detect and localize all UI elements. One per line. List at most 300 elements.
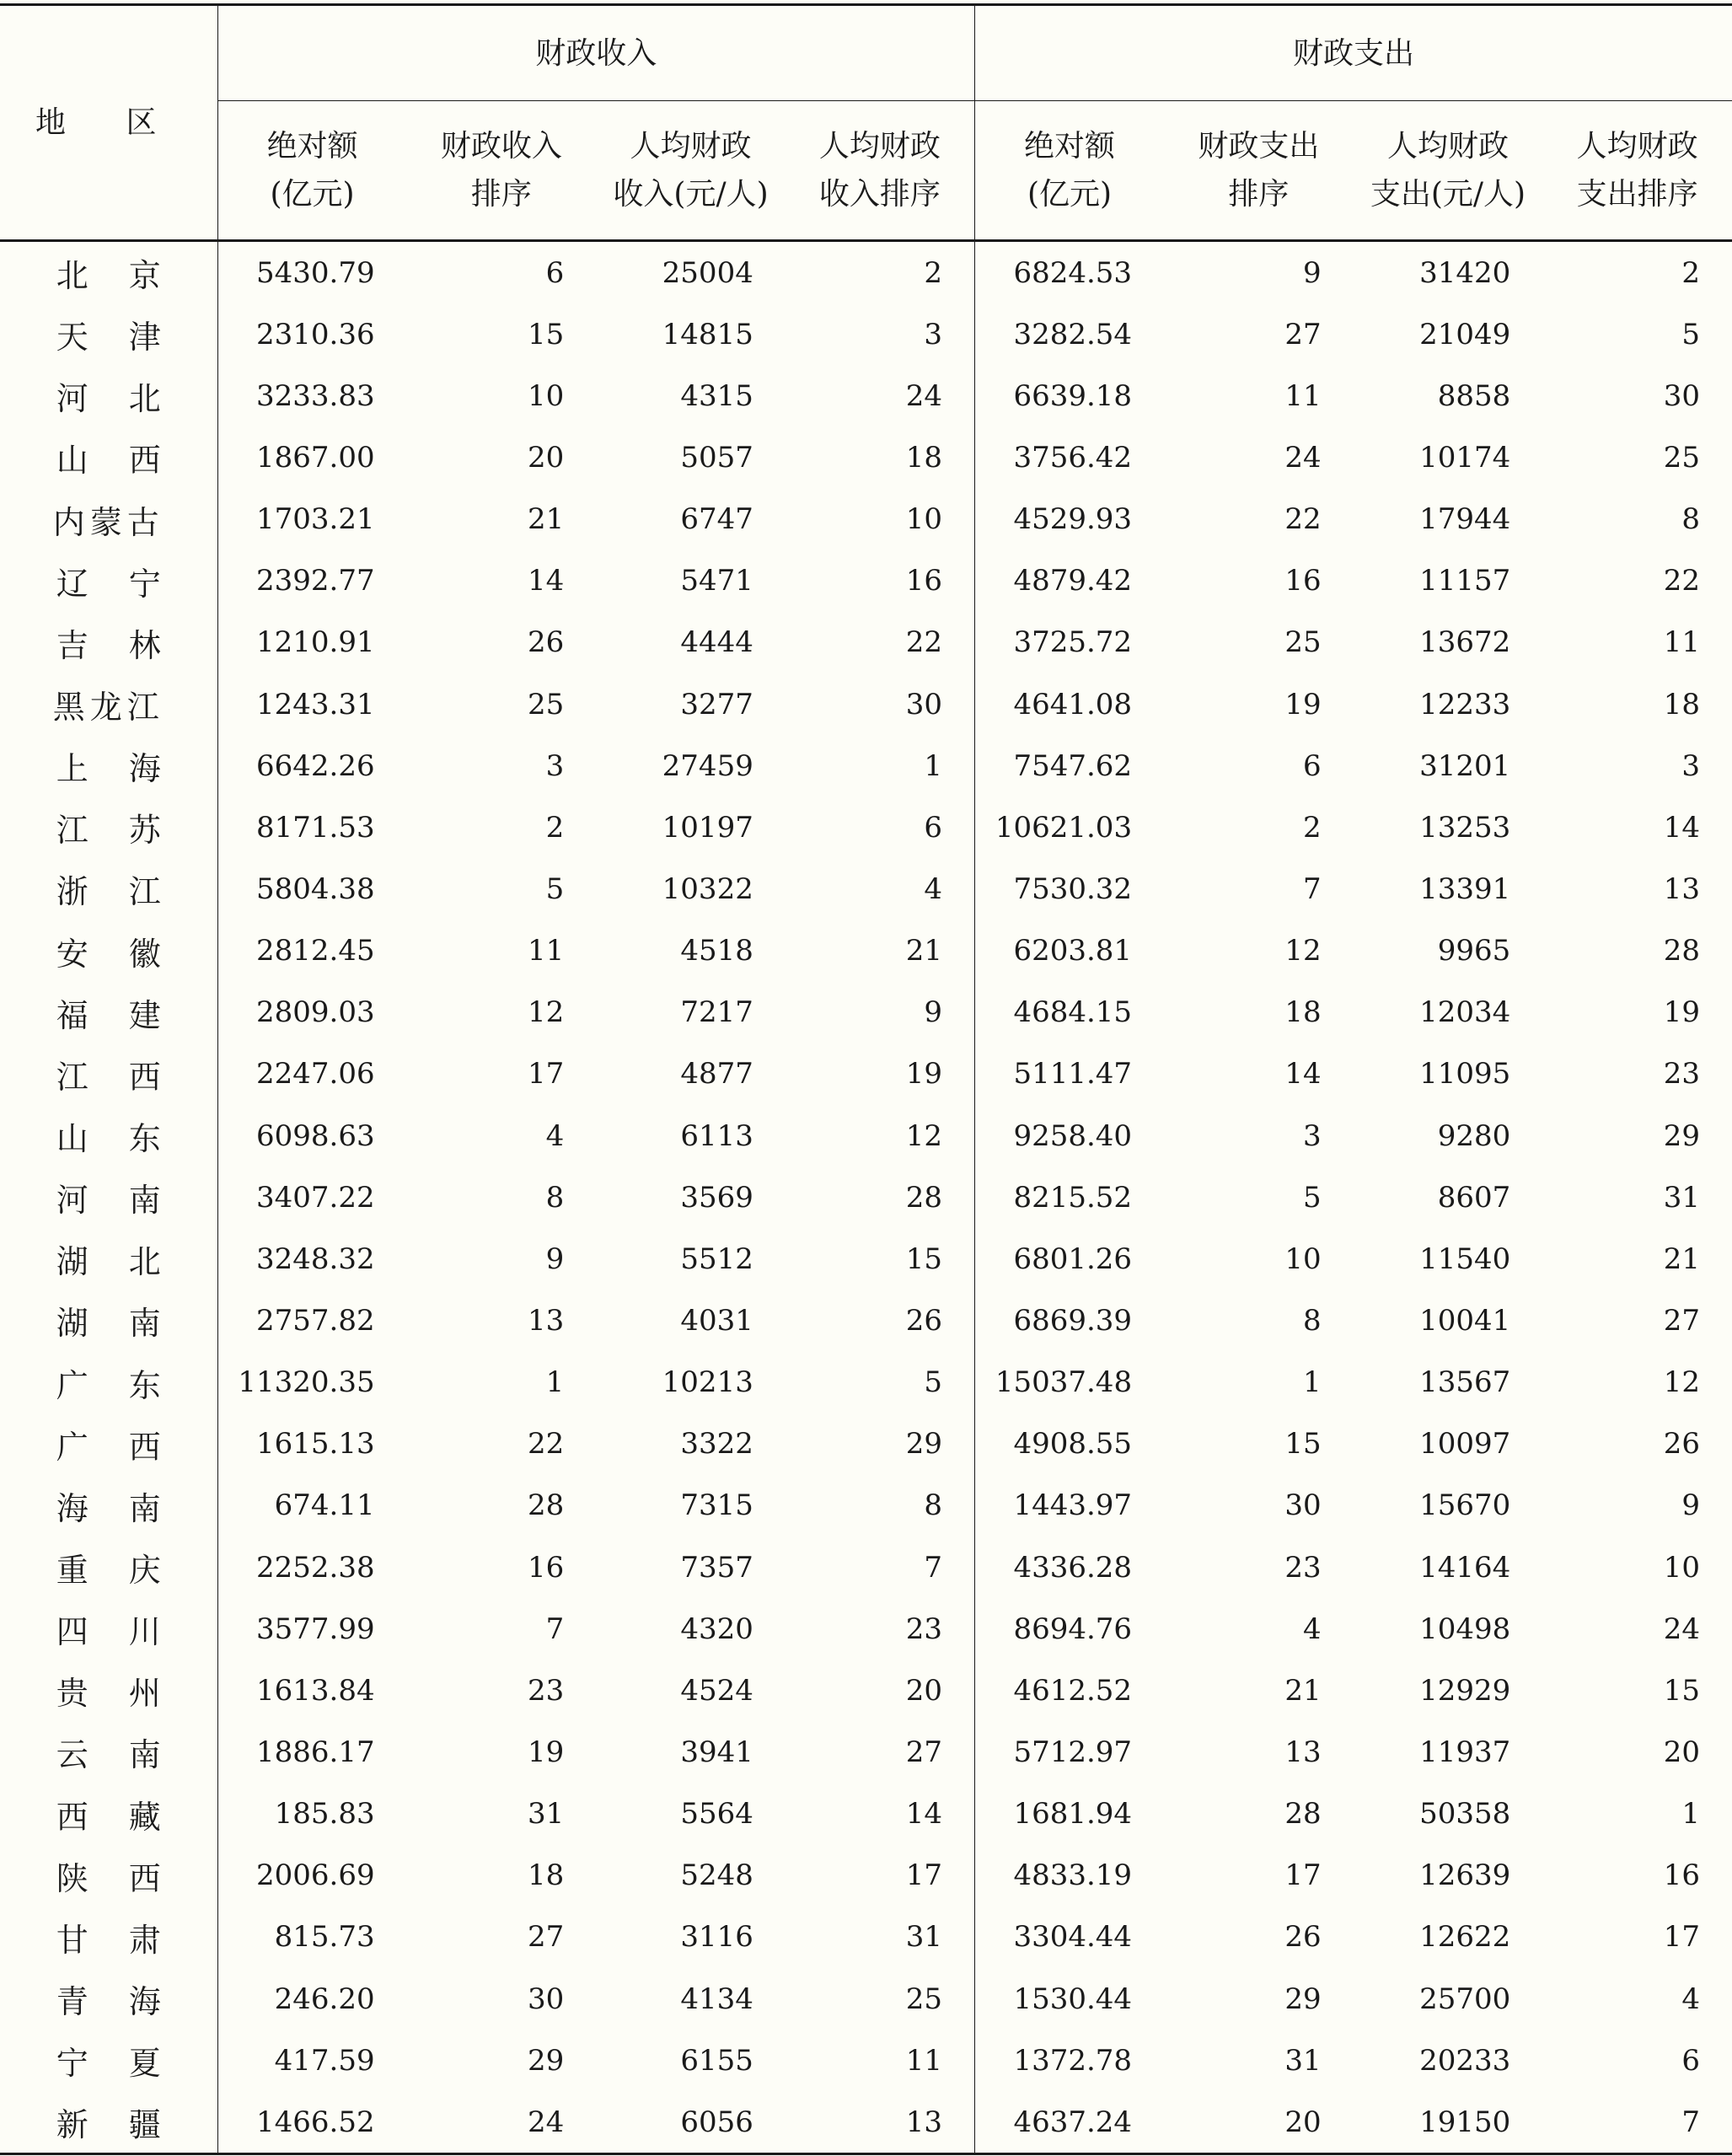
value-cell: 16 [1284, 564, 1322, 598]
region-cell: 青海 [0, 1968, 217, 2030]
value-cell: 6 [786, 796, 975, 858]
value-cell: 7 [1303, 872, 1322, 906]
value-cell: 14164 [1419, 1550, 1511, 1585]
value-cell: 2757.82 [256, 1303, 375, 1338]
region-cell: 四川 [0, 1598, 217, 1660]
value-cell: 26 [527, 625, 565, 660]
value-cell: 11937 [1419, 1735, 1511, 1769]
table-row [0, 2091, 1732, 2154]
table-row [0, 1475, 1732, 1537]
value-cell: 17 [1663, 1920, 1700, 1955]
column-header-line: (亿元) [1027, 177, 1113, 212]
value-cell: 20 [1663, 1735, 1700, 1769]
value-cell: 7 [786, 1537, 975, 1598]
region-cell: 西藏 [0, 1783, 217, 1845]
value-cell: 18 [786, 426, 975, 488]
value-cell: 9 [786, 982, 975, 1043]
value-cell: 4637.24 [974, 2091, 1164, 2154]
value-cell: 4031 [680, 1303, 753, 1338]
value-cell: 2812.45 [256, 934, 375, 968]
table-row [0, 612, 1732, 673]
value-cell: 13 [527, 1303, 565, 1338]
column-header-line: 人均财政 [630, 129, 752, 164]
value-cell: 10097 [1419, 1427, 1511, 1461]
value-cell: 4641.08 [1013, 687, 1133, 721]
value-cell: 50358 [1419, 1797, 1511, 1832]
value-cell: 26 [786, 1290, 975, 1351]
value-cell: 8 [1303, 1303, 1322, 1338]
value-cell: 2392.77 [256, 564, 375, 598]
value-cell: 7357 [680, 1550, 753, 1585]
value-cell: 6869.39 [1013, 1303, 1133, 1338]
table-row [0, 1721, 1732, 1783]
column-header-line: 收入(元/人) [613, 177, 769, 212]
value-cell: 3248.32 [256, 1242, 375, 1276]
value-cell: 14 [1663, 810, 1700, 845]
value-cell: 10621.03 [995, 810, 1133, 845]
value-cell: 30 [1663, 378, 1700, 413]
value-cell: 2809.03 [256, 995, 375, 1030]
value-cell: 8694.76 [1013, 1612, 1133, 1646]
column-header-line: 支出排序 [1576, 177, 1698, 212]
value-cell: 6 [1303, 748, 1322, 783]
value-cell: 26 [1663, 1427, 1700, 1461]
value-cell: 20 [1164, 2091, 1354, 2154]
region-cell: 贵州 [0, 1660, 217, 1721]
value-cell: 6 [545, 255, 565, 290]
value-cell: 10174 [1419, 440, 1511, 475]
value-cell: 9280 [1437, 1118, 1511, 1153]
value-cell: 13 [1284, 1735, 1322, 1769]
value-cell: 3941 [680, 1735, 753, 1769]
value-cell: 3 [545, 748, 565, 783]
value-cell: 1466.52 [217, 2091, 407, 2154]
value-cell: 4 [1303, 1612, 1322, 1646]
value-cell: 22 [786, 612, 975, 673]
column-header-5 [974, 101, 1164, 241]
value-cell: 1886.17 [256, 1735, 375, 1769]
value-cell: 12 [1663, 1365, 1700, 1400]
value-cell: 12 [786, 1105, 975, 1166]
column-header-line: 人均财政 [818, 129, 941, 164]
value-cell: 6155 [680, 2043, 753, 2078]
value-cell: 4684.15 [1013, 995, 1133, 1030]
region-cell: 云南 [0, 1721, 217, 1783]
value-cell: 8858 [1437, 378, 1511, 413]
column-header-1 [217, 101, 407, 241]
table-row [0, 489, 1732, 550]
value-cell: 24 [1284, 440, 1322, 475]
column-header-6 [1164, 101, 1354, 241]
region-cell: 山西 [0, 426, 217, 488]
value-cell: 23 [786, 1598, 975, 1660]
value-cell: 27459 [662, 748, 753, 783]
value-cell: 9258.40 [1013, 1118, 1133, 1153]
region-cell: 广东 [0, 1352, 217, 1413]
value-cell: 23 [527, 1673, 565, 1708]
region-cell: 江西 [0, 1043, 217, 1105]
value-cell: 29 [527, 2043, 565, 2078]
value-cell: 3322 [680, 1427, 753, 1461]
value-cell: 21 [1284, 1673, 1322, 1708]
value-cell: 1530.44 [1013, 1982, 1133, 2016]
value-cell: 16 [786, 550, 975, 612]
value-cell: 10498 [1419, 1612, 1511, 1646]
value-cell: 12929 [1419, 1673, 1511, 1708]
value-cell: 3569 [680, 1180, 753, 1215]
region-cell: 北京 [0, 241, 217, 304]
value-cell: 185.83 [274, 1797, 375, 1832]
value-cell: 18 [527, 1858, 565, 1893]
table-row [0, 1783, 1732, 1845]
value-cell: 21 [527, 502, 565, 537]
region-cell: 安徽 [0, 920, 217, 982]
value-cell: 15 [786, 1228, 975, 1290]
value-cell: 5564 [680, 1797, 753, 1832]
value-cell: 5057 [680, 440, 753, 475]
value-cell: 20233 [1419, 2043, 1511, 2078]
table-row [0, 426, 1732, 488]
column-header-line: 收入排序 [818, 177, 941, 212]
column-header-line: 绝对额 [266, 129, 358, 164]
value-cell: 28 [1663, 934, 1700, 968]
value-cell: 17 [1284, 1858, 1322, 1893]
table-row [0, 673, 1732, 735]
value-cell: 2247.06 [256, 1057, 375, 1091]
value-cell: 29 [786, 1413, 975, 1475]
value-cell: 12639 [1419, 1858, 1511, 1893]
region-column-header: 地 区 [0, 5, 217, 241]
column-header-7 [1354, 101, 1543, 241]
value-cell: 20 [527, 440, 565, 475]
table-row [0, 1537, 1732, 1598]
value-cell: 25 [527, 687, 565, 721]
value-cell: 1615.13 [256, 1427, 375, 1461]
value-cell: 30 [1284, 1488, 1322, 1523]
value-cell: 9 [545, 1242, 565, 1276]
value-cell: 11540 [1419, 1242, 1511, 1276]
value-cell: 5 [786, 1352, 975, 1413]
value-cell: 6801.26 [1013, 1242, 1133, 1276]
column-header-2 [407, 101, 597, 241]
value-cell: 6203.81 [1013, 934, 1133, 968]
value-cell: 2 [1303, 810, 1322, 845]
value-cell: 13 [1663, 872, 1700, 906]
value-cell: 19 [786, 1043, 975, 1105]
region-cell: 福建 [0, 982, 217, 1043]
region-cell: 浙江 [0, 858, 217, 920]
column-header-line: 排序 [470, 177, 532, 212]
value-cell: 4 [786, 858, 975, 920]
value-cell: 6098.63 [256, 1118, 375, 1153]
table-row [0, 241, 1732, 304]
value-cell: 14815 [662, 317, 753, 351]
table-row [0, 1352, 1732, 1413]
value-cell: 10 [527, 378, 565, 413]
value-cell: 25004 [662, 255, 753, 290]
value-cell: 19150 [1354, 2091, 1543, 2154]
value-cell: 11 [527, 934, 565, 968]
value-cell: 21049 [1419, 317, 1511, 351]
value-cell: 8215.52 [1013, 1180, 1133, 1215]
value-cell: 25 [1663, 440, 1700, 475]
value-cell: 1372.78 [1013, 2043, 1133, 2078]
value-cell: 31 [527, 1797, 565, 1832]
value-cell: 5111.47 [1013, 1057, 1133, 1091]
table-row [0, 2030, 1732, 2091]
value-cell: 8171.53 [256, 810, 375, 845]
value-cell: 5712.97 [1013, 1735, 1133, 1769]
region-cell: 山东 [0, 1105, 217, 1166]
region-cell: 湖南 [0, 1290, 217, 1351]
value-cell: 11320.35 [238, 1365, 375, 1400]
value-cell: 9965 [1437, 934, 1511, 968]
value-cell: 3282.54 [1013, 317, 1133, 351]
value-cell: 18 [1663, 687, 1700, 721]
table-row [0, 1166, 1732, 1228]
value-cell: 31 [1284, 2043, 1322, 2078]
value-cell: 21 [1663, 1242, 1700, 1276]
value-cell: 6824.53 [1013, 255, 1133, 290]
value-cell: 5804.38 [256, 872, 375, 906]
value-cell: 25 [1284, 625, 1322, 660]
value-cell: 29 [1663, 1118, 1700, 1153]
table-row [0, 735, 1732, 796]
value-cell: 6056 [596, 2091, 786, 2154]
value-cell: 4 [545, 1118, 565, 1153]
value-cell: 3277 [680, 687, 753, 721]
value-cell: 5512 [680, 1242, 753, 1276]
value-cell: 2006.69 [256, 1858, 375, 1893]
table-row [0, 1105, 1732, 1166]
value-cell: 10322 [662, 872, 753, 906]
region-cell: 重庆 [0, 1537, 217, 1598]
column-header-line: 排序 [1228, 177, 1290, 212]
value-cell: 12034 [1419, 995, 1511, 1030]
value-cell: 12233 [1419, 687, 1511, 721]
value-cell: 28 [786, 1166, 975, 1228]
value-cell: 5 [545, 872, 565, 906]
value-cell: 5 [1303, 1180, 1322, 1215]
value-cell: 2 [545, 810, 565, 845]
value-cell: 3 [1681, 748, 1700, 783]
value-cell: 5248 [680, 1858, 753, 1893]
value-cell: 1681.94 [1013, 1797, 1133, 1832]
value-cell: 4320 [680, 1612, 753, 1646]
value-cell: 17944 [1419, 502, 1511, 537]
region-cell: 上海 [0, 735, 217, 796]
value-cell: 26 [1284, 1920, 1322, 1955]
value-cell: 10 [786, 489, 975, 550]
table-row [0, 1968, 1732, 2030]
value-cell: 1243.31 [256, 687, 375, 721]
value-cell: 21 [786, 920, 975, 982]
value-cell: 4336.28 [1013, 1550, 1133, 1585]
region-cell: 湖北 [0, 1228, 217, 1290]
value-cell: 7 [545, 1612, 565, 1646]
value-cell: 24 [1663, 1612, 1700, 1646]
value-cell: 27 [786, 1721, 975, 1783]
fiscal-table [0, 3, 1732, 2155]
value-cell: 3233.83 [256, 378, 375, 413]
value-cell: 246.20 [274, 1982, 375, 2016]
value-cell: 12 [1284, 934, 1322, 968]
value-cell: 24 [407, 2091, 597, 2154]
table-row [0, 1845, 1732, 1907]
value-cell: 7547.62 [1013, 748, 1133, 783]
value-cell: 20 [786, 1660, 975, 1721]
value-cell: 13253 [1419, 810, 1511, 845]
value-cell: 28 [527, 1488, 565, 1523]
table-row [0, 982, 1732, 1043]
value-cell: 4529.93 [1013, 502, 1133, 537]
table-row [0, 796, 1732, 858]
value-cell: 815.73 [274, 1920, 375, 1955]
value-cell: 8 [545, 1180, 565, 1215]
value-cell: 13391 [1419, 872, 1511, 906]
value-cell: 11 [1284, 378, 1322, 413]
value-cell: 8607 [1437, 1180, 1511, 1215]
value-cell: 15037.48 [995, 1365, 1133, 1400]
table-row [0, 1413, 1732, 1475]
value-cell: 2252.38 [256, 1550, 375, 1585]
value-cell: 12622 [1419, 1920, 1511, 1955]
value-cell: 3116 [680, 1920, 753, 1955]
value-cell: 12 [527, 995, 565, 1030]
value-cell: 31 [786, 1907, 975, 1968]
value-cell: 6113 [680, 1118, 753, 1153]
value-cell: 7530.32 [1013, 872, 1133, 906]
region-cell: 黑龙江 [0, 673, 217, 735]
region-cell: 河北 [0, 365, 217, 426]
value-cell: 19 [527, 1735, 565, 1769]
value-cell: 11095 [1419, 1057, 1511, 1091]
value-cell: 4524 [680, 1673, 753, 1708]
region-cell: 海南 [0, 1475, 217, 1537]
value-cell: 24 [786, 365, 975, 426]
region-cell: 辽宁 [0, 550, 217, 612]
value-cell: 11 [786, 2030, 975, 2091]
value-cell: 25 [786, 1968, 975, 2030]
value-cell: 6747 [680, 502, 753, 537]
value-cell: 22 [1284, 502, 1322, 537]
value-cell: 2310.36 [256, 317, 375, 351]
value-cell: 1 [1681, 1797, 1700, 1832]
value-cell: 3 [1303, 1118, 1322, 1153]
value-cell: 11 [1663, 625, 1700, 660]
value-cell: 31420 [1419, 255, 1511, 290]
region-cell: 吉林 [0, 612, 217, 673]
value-cell: 22 [1663, 564, 1700, 598]
region-cell: 内蒙古 [0, 489, 217, 550]
value-cell: 1867.00 [256, 440, 375, 475]
value-cell: 4612.52 [1013, 1673, 1133, 1708]
region-cell: 天津 [0, 303, 217, 365]
value-cell: 1703.21 [256, 502, 375, 537]
value-cell: 13567 [1419, 1365, 1511, 1400]
value-cell: 16 [527, 1550, 565, 1585]
column-header-line: 人均财政 [1386, 129, 1509, 164]
expenditure-group-header: 财政支出 [974, 5, 1732, 101]
value-cell: 30 [527, 1982, 565, 2016]
value-cell: 3756.42 [1013, 440, 1133, 475]
value-cell: 2 [1681, 255, 1700, 290]
value-cell: 6 [1681, 2043, 1700, 2078]
table-row [0, 365, 1732, 426]
value-cell: 4877 [680, 1057, 753, 1091]
value-cell: 2 [786, 241, 975, 304]
value-cell: 19 [1284, 687, 1322, 721]
value-cell: 4908.55 [1013, 1427, 1133, 1461]
value-cell: 17 [527, 1057, 565, 1091]
column-header-line: (亿元) [270, 177, 355, 212]
column-header-3 [596, 101, 786, 241]
value-cell: 29 [1284, 1982, 1322, 2016]
table-header [0, 5, 1732, 241]
value-cell: 9 [1681, 1488, 1700, 1523]
value-cell: 7 [1542, 2091, 1732, 2154]
value-cell: 4315 [680, 378, 753, 413]
value-cell: 15 [527, 317, 565, 351]
value-cell: 30 [786, 673, 975, 735]
column-header-line: 支出(元/人) [1370, 177, 1526, 212]
value-cell: 5471 [680, 564, 753, 598]
value-cell: 16 [1663, 1858, 1700, 1893]
value-cell: 31201 [1419, 748, 1511, 783]
region-cell: 江苏 [0, 796, 217, 858]
value-cell: 5 [1681, 317, 1700, 351]
table-row [0, 1043, 1732, 1105]
value-cell: 8 [1681, 502, 1700, 537]
value-cell: 8 [786, 1475, 975, 1537]
value-cell: 1 [786, 735, 975, 796]
value-cell: 27 [1663, 1303, 1700, 1338]
value-cell: 4879.42 [1013, 564, 1133, 598]
value-cell: 17 [786, 1845, 975, 1907]
column-header-8 [1542, 101, 1732, 241]
value-cell: 10041 [1419, 1303, 1511, 1338]
region-cell: 新疆 [0, 2091, 217, 2154]
value-cell: 19 [1663, 995, 1700, 1030]
value-cell: 6639.18 [1013, 378, 1133, 413]
value-cell: 10 [1284, 1242, 1322, 1276]
value-cell: 10197 [662, 810, 753, 845]
value-cell: 3 [786, 303, 975, 365]
revenue-group-header: 财政收入 [217, 5, 974, 101]
table-body [0, 241, 1732, 2154]
value-cell: 4518 [680, 934, 753, 968]
value-cell: 11157 [1419, 564, 1511, 598]
value-cell: 674.11 [274, 1488, 375, 1523]
value-cell: 4 [1681, 1982, 1700, 2016]
value-cell: 1613.84 [256, 1673, 375, 1708]
value-cell: 1443.97 [1013, 1488, 1133, 1523]
value-cell: 23 [1663, 1057, 1700, 1091]
value-cell: 5430.79 [256, 255, 375, 290]
value-cell: 14 [786, 1783, 975, 1845]
value-cell: 14 [527, 564, 565, 598]
value-cell: 4444 [680, 625, 753, 660]
column-header-line: 财政收入 [440, 129, 562, 164]
value-cell: 4134 [680, 1982, 753, 2016]
table-row [0, 1228, 1732, 1290]
column-header-line: 绝对额 [1024, 129, 1116, 164]
table-row [0, 1598, 1732, 1660]
column-header-4 [786, 101, 975, 241]
value-cell: 14 [1284, 1057, 1322, 1091]
region-cell: 广西 [0, 1413, 217, 1475]
value-cell: 417.59 [274, 2043, 375, 2078]
